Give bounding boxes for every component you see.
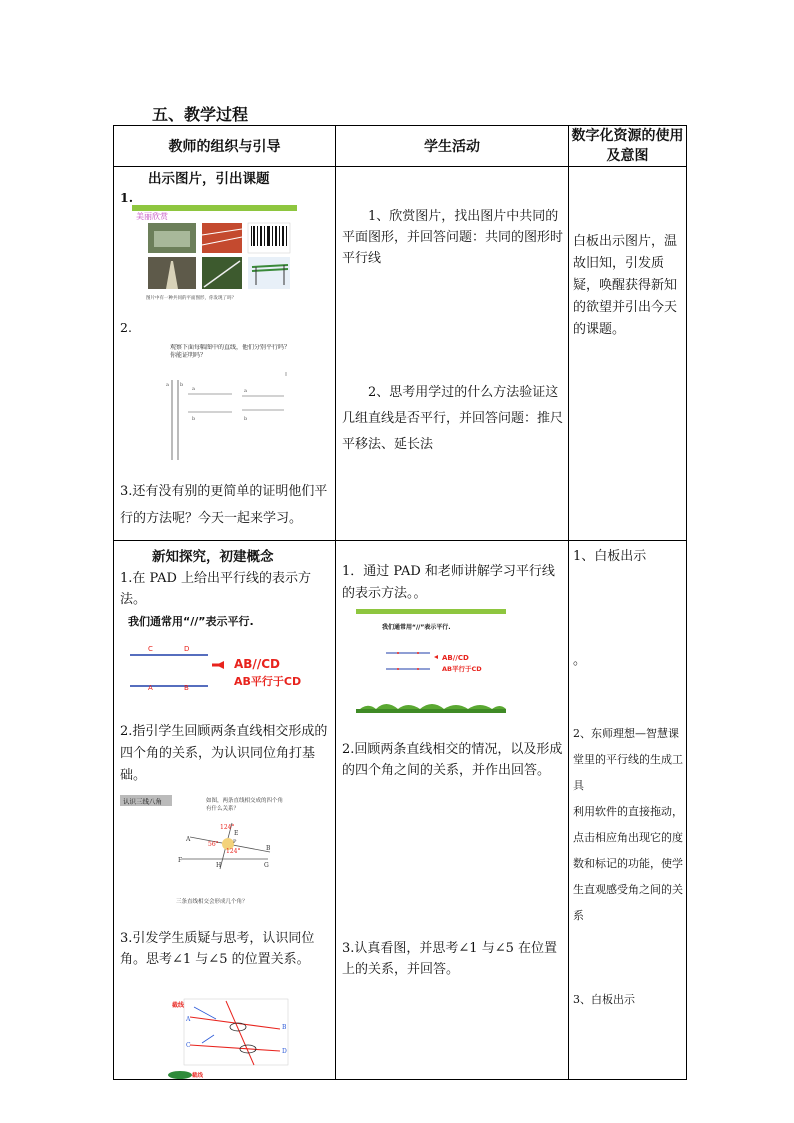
point-b: B <box>184 684 189 692</box>
transversal-image <box>164 997 294 1079</box>
row2-item3: 3.引发学生质疑与思考，认识同位角。思考∠1 与∠5 的位置关系。 <box>120 931 315 967</box>
row1-item2: 2. <box>120 320 132 335</box>
label-b: B <box>266 845 271 852</box>
banner-text: 美丽欣赏 <box>136 212 168 221</box>
angle-124-top: 124° <box>220 824 235 831</box>
notation-formula: AB//CD <box>234 657 280 671</box>
section-title: 五、教学过程 <box>152 105 249 124</box>
row1-heading: 出示图片，引出课题 <box>148 171 270 187</box>
label-e: E <box>234 830 239 837</box>
parallel-notation-figure <box>124 611 324 691</box>
row2-student3: 3.认真看图，并思考∠1 与∠5 在位置上的关系，并回答。 <box>342 941 557 977</box>
row1-item3: 3.还有没有别的更简单的证明他们平行的方法呢？今天一起来学习。 <box>120 484 328 526</box>
header-digital: 数字化资源的使用及意图 <box>569 126 687 167</box>
student-formula: AB//CD <box>442 654 469 662</box>
row2-student1: 1．通过 PAD 和老师讲解学习平行线的表示方法。。 <box>342 564 555 601</box>
header-row <box>114 126 687 167</box>
parallel-lines-figure <box>160 342 300 462</box>
parallel-notation-image <box>124 611 324 691</box>
label-h: H <box>216 862 222 869</box>
label-b2: b <box>192 416 196 422</box>
row-explore <box>114 541 687 1080</box>
row2-digital3: 3、白板出示 <box>573 993 635 1006</box>
angle-124-bottom: 124° <box>226 848 241 855</box>
point-a: A <box>148 684 153 692</box>
teaching-process-table <box>113 125 687 1080</box>
scenery-image <box>132 205 297 305</box>
row2-digital1: 1、白板出示 <box>573 549 647 564</box>
student-notation-image <box>356 609 506 713</box>
row2-student2: 2.回顾两条直线相交的情况，以及形成的四个角之间的关系，并作出回答。 <box>342 742 563 778</box>
label-a3: a <box>244 388 247 394</box>
svg-text:a: a <box>166 382 169 388</box>
label-b3: b <box>244 416 248 422</box>
label-a2: a <box>192 386 195 392</box>
row2-item2: 2.指引学生回顾两条直线相交形成的四个角的关系，为认识同位角打基础。 <box>120 724 328 783</box>
label-g: G <box>264 862 269 869</box>
transversal-label-top: 截线 <box>172 1002 185 1009</box>
transversal-label-bottom: 截线 <box>192 1073 204 1079</box>
row1-student2: 2、思考用学过的什么方法验证这几组直线是否平行，并回答问题：推尺平移法、延长法 <box>342 385 564 452</box>
trans-label-c: C <box>186 1042 191 1049</box>
row1-item1: 1. <box>120 190 134 205</box>
row2-heading: 新知探究，初建概念 <box>152 549 274 565</box>
student-notation-figure <box>356 609 506 713</box>
scenery-caption: 图片中有一种共同的平面图形，你发现了吗？ <box>146 296 236 301</box>
row-intro <box>114 167 687 541</box>
label-f: F <box>178 857 183 864</box>
row2-digital-dot: 。 <box>573 653 587 668</box>
row1-student1: 1、欣赏图片，找出图片中共同的平面图形，并回答问题：共同的图形时平行线 <box>342 209 564 266</box>
trans-label-b: B <box>282 1024 287 1031</box>
angles-tag: 认识三线八角 <box>123 797 162 806</box>
angles-caption: 三条直线相交会形成几个角？ <box>176 899 248 905</box>
notation-read: AB平行于CD <box>234 675 302 688</box>
trans-label-d: D <box>282 1048 287 1055</box>
angles-figure <box>120 795 290 905</box>
point-d: D <box>184 645 190 653</box>
student-read: AB平行于CD <box>442 665 482 673</box>
student-notation-intro: 我们通常用“//”表示平行. <box>382 624 451 631</box>
angles-image <box>120 795 290 905</box>
scenery-collage <box>132 205 297 305</box>
trans-label-a: A <box>186 1016 191 1023</box>
point-c: C <box>148 645 153 653</box>
parallel-question: 观察下面每幅图中的直线，他们分别平行吗？你能证明吗？ <box>170 344 291 359</box>
row2-digital2: 2、东师理想—智慧课堂里的平行线的生成工具 <box>573 727 683 792</box>
angles-question: 如图，两条直线相交成的四个角有什么关系？ <box>206 798 284 812</box>
notation-intro: 我们通常用“//”表示平行. <box>128 615 254 628</box>
svg-text:b: b <box>180 382 184 388</box>
row1-digital: 白板出示图片，温故旧知，引发质疑，唤醒获得新知的欲望并引出今天的课题。 <box>573 234 678 337</box>
transversal-figure <box>164 997 294 1079</box>
parallel-lines-image <box>160 342 300 462</box>
row2-item1: 1.在 PAD 上给出平行线的表示方法。 <box>120 571 312 607</box>
label-a: A <box>186 836 191 843</box>
header-teacher: 教师的组织与引导 <box>114 126 336 167</box>
angle-56: 56° <box>208 841 219 848</box>
row2-digital2b: 利用软件的直接拖动，点击相应角出现它的度数和标记的功能，使学生直观感受角之间的关系 <box>573 805 683 922</box>
label-p: P <box>233 839 237 845</box>
header-student: 学生活动 <box>336 126 569 167</box>
